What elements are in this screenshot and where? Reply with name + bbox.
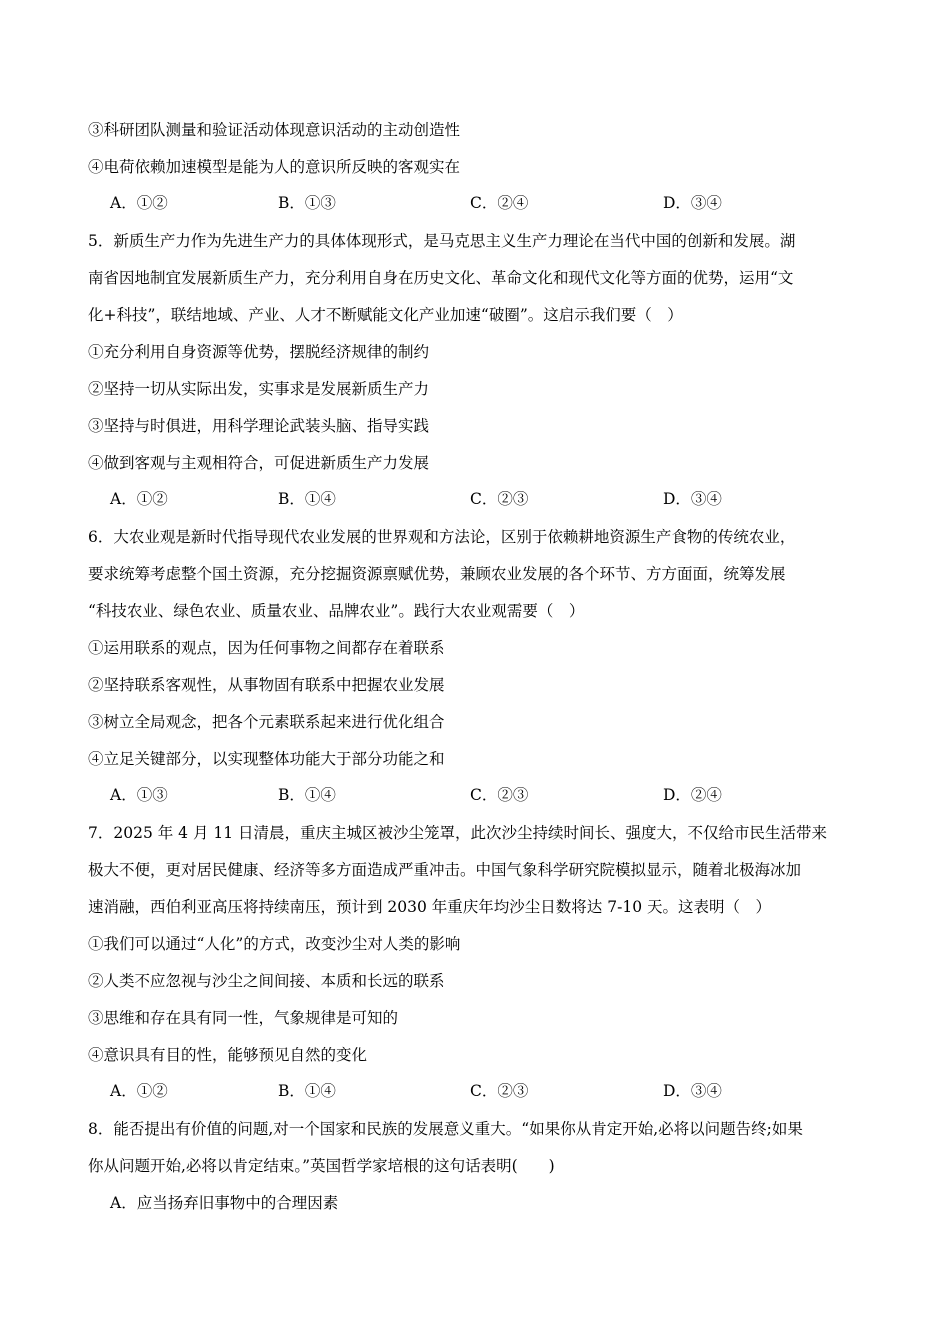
q5-statement-4: ④做到客观与主观相符合，可促进新质生产力发展 bbox=[88, 454, 430, 472]
q6-statement-3: ③树立全局观念，把各个元素联系起来进行优化组合 bbox=[88, 713, 445, 731]
q4-statement-4: ④电荷依赖加速模型是能为人的意识所反映的客观实在 bbox=[88, 158, 461, 176]
q4-option-b[interactable]: B．①③ bbox=[278, 194, 336, 212]
q6-statement-4: ④立足关键部分，以实现整体功能大于部分功能之和 bbox=[88, 750, 445, 768]
q8-stem-line-2: 你从问题开始,必将以肯定结束。”英国哲学家培根的这句话表明( ) bbox=[88, 1157, 555, 1175]
q6-statement-2: ②坚持联系客观性，从事物固有联系中把握农业发展 bbox=[88, 676, 445, 694]
q7-option-b[interactable]: B．①④ bbox=[278, 1082, 336, 1100]
q6-option-d[interactable]: D．②④ bbox=[663, 786, 722, 804]
q7-statement-3: ③思维和存在具有同一性，气象规律是可知的 bbox=[88, 1009, 399, 1027]
q4-option-c[interactable]: C．②④ bbox=[470, 194, 529, 212]
q7-option-a[interactable]: A．①② bbox=[110, 1082, 168, 1100]
q7-stem-line-2: 极大不便，更对居民健康、经济等多方面造成严重冲击。中国气象科学研究院模拟显示，随着北极海冰加 bbox=[88, 861, 802, 879]
q5-option-c[interactable]: C．②③ bbox=[470, 490, 529, 508]
q6-stem-line-2: 要求统筹考虑整个国土资源，充分挖掘资源禀赋优势，兼顾农业发展的各个环节、方方面面，统筹发展 bbox=[88, 565, 786, 583]
q7-options bbox=[110, 1081, 910, 1101]
q4-options bbox=[110, 193, 910, 213]
q5-options bbox=[110, 489, 910, 509]
q7-statement-1: ①我们可以通过“人化”的方式，改变沙尘对人类的影响 bbox=[88, 935, 461, 953]
q7-stem-line-1: 7．2025 年 4 月 11 日清晨，重庆主城区被沙尘笼罩，此次沙尘持续时间长、强度大，不仅给市民生活带来 bbox=[88, 824, 828, 842]
q8-stem-line-1: 8．能否提出有价值的问题,对一个国家和民族的发展意义重大。“如果你从肯定开始,必将以问题告终;如果 bbox=[88, 1120, 803, 1138]
q8-option-a[interactable]: A．应当扬弃旧事物中的合理因素 bbox=[110, 1194, 339, 1212]
q4-statement-3: ③科研团队测量和验证活动体现意识活动的主动创造性 bbox=[88, 121, 461, 139]
q6-options bbox=[110, 785, 910, 805]
q5-statement-3: ③坚持与时俱进，用科学理论武装头脑、指导实践 bbox=[88, 417, 430, 435]
q5-stem-line-3: 化+科技”，联结地域、产业、人才不断赋能文化产业加速“破圈”。这启示我们要（ ） bbox=[88, 306, 683, 324]
q6-option-a[interactable]: A．①③ bbox=[110, 786, 168, 804]
q6-stem-line-3: “科技农业、绿色农业、质量农业、品牌农业”。践行大农业观需要（ ） bbox=[88, 602, 585, 620]
q5-statement-1: ①充分利用自身资源等优势，摆脱经济规律的制约 bbox=[88, 343, 430, 361]
q5-option-a[interactable]: A．①② bbox=[110, 490, 168, 508]
q7-stem-line-3: 速消融，西伯利亚高压将持续南压，预计到 2030 年重庆年均沙尘日数将达 7-10 天。这表明（ ） bbox=[88, 898, 771, 916]
q7-statement-4: ④意识具有目的性，能够预见自然的变化 bbox=[88, 1046, 368, 1064]
q5-option-b[interactable]: B．①④ bbox=[278, 490, 336, 508]
q7-option-d[interactable]: D．③④ bbox=[663, 1082, 722, 1100]
q6-statement-1: ①运用联系的观点，因为任何事物之间都存在着联系 bbox=[88, 639, 445, 657]
q6-option-c[interactable]: C．②③ bbox=[470, 786, 529, 804]
q7-option-c[interactable]: C．②③ bbox=[470, 1082, 529, 1100]
q5-stem-line-2: 南省因地制宜发展新质生产力，充分利用自身在历史文化、革命文化和现代文化等方面的优势，运用“文 bbox=[88, 269, 794, 287]
q5-stem-line-1: 5．新质生产力作为先进生产力的具体体现形式，是马克思主义生产力理论在当代中国的创新和发展。湖 bbox=[88, 232, 796, 250]
q7-statement-2: ②人类不应忽视与沙尘之间间接、本质和长远的联系 bbox=[88, 972, 445, 990]
q5-option-d[interactable]: D．③④ bbox=[663, 490, 722, 508]
q6-stem-line-1: 6．大农业观是新时代指导现代农业发展的世界观和方法论，区别于依赖耕地资源生产食物的传统农业， bbox=[88, 528, 796, 546]
q4-option-d[interactable]: D．③④ bbox=[663, 194, 722, 212]
q5-statement-2: ②坚持一切从实际出发，实事求是发展新质生产力 bbox=[88, 380, 430, 398]
q6-option-b[interactable]: B．①④ bbox=[278, 786, 336, 804]
q4-option-a[interactable]: A．①② bbox=[110, 194, 168, 212]
